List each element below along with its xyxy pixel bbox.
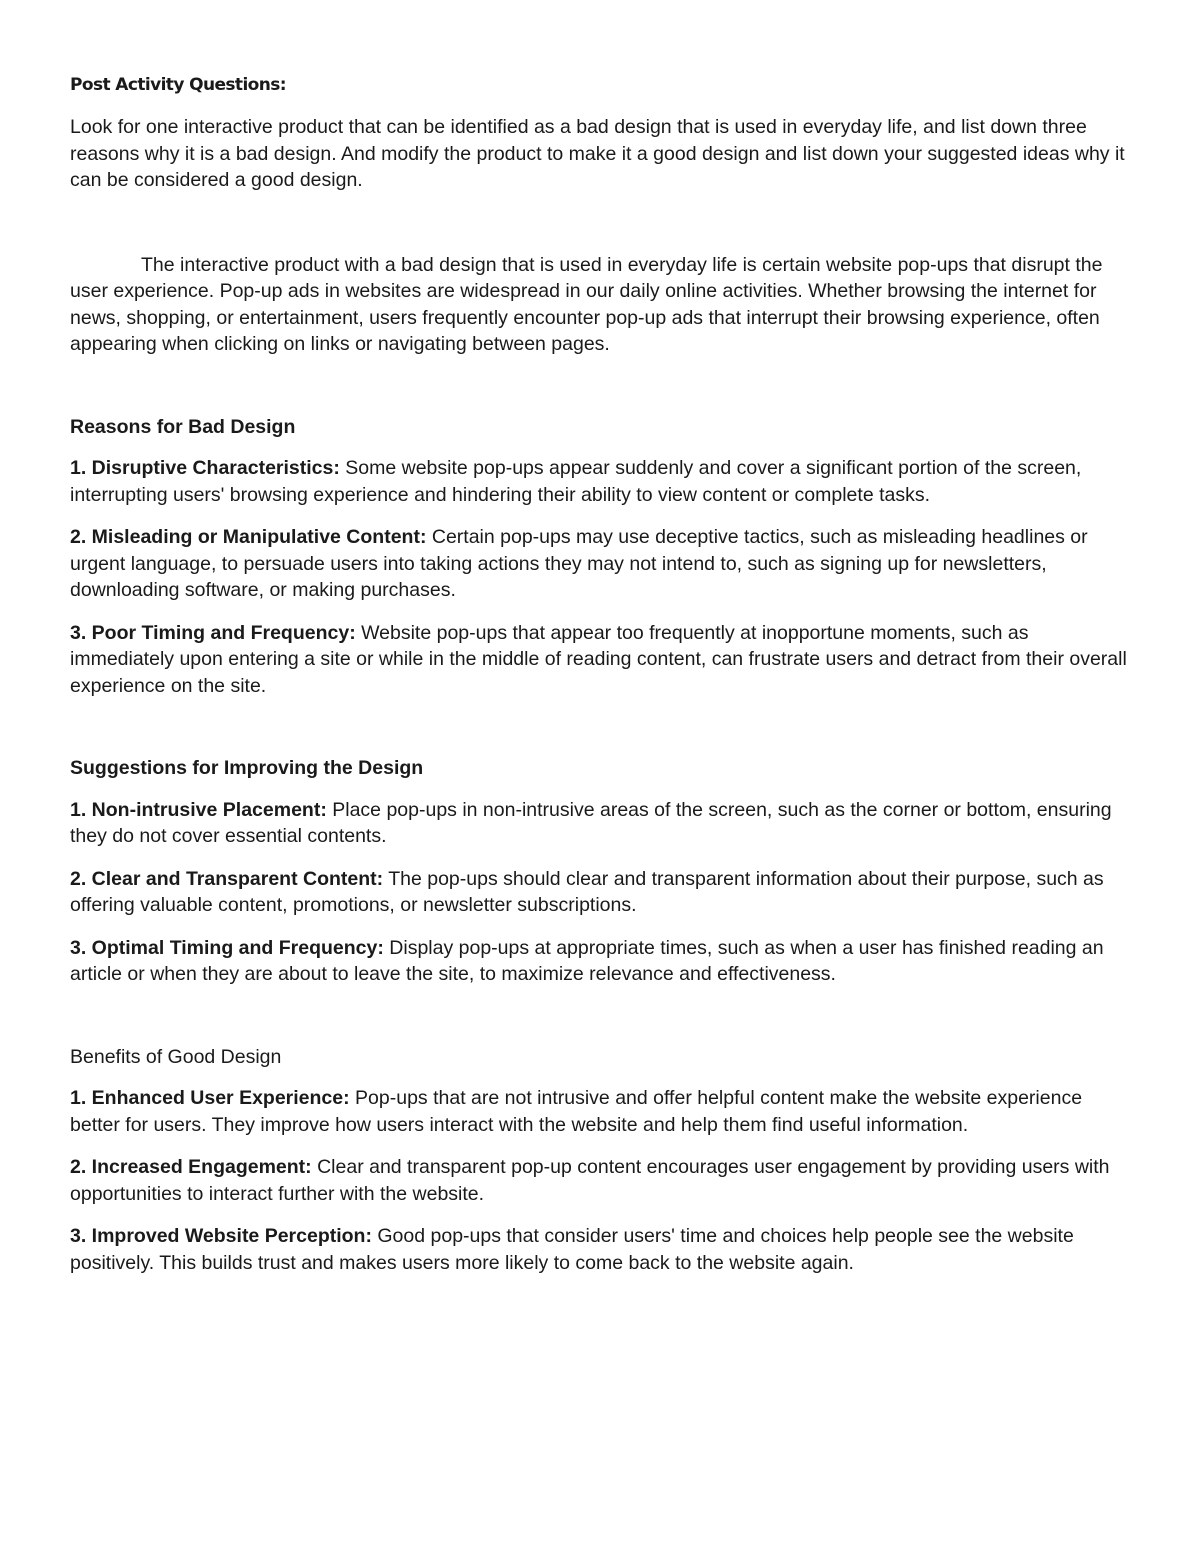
bad-design-item-text: Website pop-ups that appear too frequently at inopportune moments, such as immediately upon entering a site or while in the middle of reading content, can frustrate users and detract from their overall experience on the site. <box>70 621 1127 697</box>
intro-paragraph: The interactive product with a bad design that is used in everyday life is certain website pop-ups that disrupt the user experience. Pop-up ads in websites are widespread in our daily online activities. Whether browsing the internet for news, shopping, or entertainment, users frequently encounter pop-up ads that interrupt their browsing experience, often appearing when clicking on links or navigating between pages. <box>70 253 1103 355</box>
document-title: Post Activity Questions: <box>70 75 286 95</box>
bad-design-item-label: 1. Disruptive Characteristics: <box>70 457 340 479</box>
bad-design-item-text: Some website pop-ups appear suddenly and cover a significant portion of the screen, interrupting users' browsing experience and hindering their ability to view content or complete tasks. <box>70 457 1082 506</box>
benefit-item-text: Clear and transparent pop-up content encourages user engagement by providing users with opportunities to interact further with the website. <box>70 1156 1110 1205</box>
benefit-item <box>70 1223 1132 1276</box>
suggestion-item-text: Display pop-ups at appropriate times, such as when a user has finished reading an article or when they are about to leave the site, to maximize relevance and effectiveness. <box>70 936 1104 985</box>
document-page <box>70 72 1132 1276</box>
bad-design-item <box>70 620 1132 700</box>
bad-design-item-label: 3. Poor Timing and Frequency: <box>70 621 356 644</box>
benefit-item-label: 2. Increased Engagement: <box>70 1156 312 1178</box>
suggestion-item-label: 3. Optimal Timing and Frequency: <box>70 936 384 959</box>
bad-design-item-text: Certain pop-ups may use deceptive tactics, such as misleading headlines or urgent language, to persuade users into taking actions they may not intend to, such as signing up for newsletters, downloading software, or making purchases. <box>70 526 1088 601</box>
bad-design-item <box>70 524 1132 604</box>
suggestion-item-text: Place pop-ups in non-intrusive areas of the screen, such as the corner or bottom, ensuring they do not cover essential contents. <box>70 798 1112 847</box>
suggestion-item <box>70 935 1132 988</box>
benefits-section <box>70 1044 1132 1277</box>
suggestion-item <box>70 797 1132 850</box>
suggestion-item-label: 1. Non-intrusive Placement: <box>70 798 327 821</box>
benefit-item-label: 1. Enhanced User Experience: <box>70 1087 350 1109</box>
bad-design-heading: Reasons for Bad Design <box>70 415 296 438</box>
benefit-item-label: 3. Improved Website Perception: <box>70 1225 372 1247</box>
suggestion-item <box>70 866 1132 919</box>
bad-design-item-label: 2. Misleading or Manipulative Content: <box>70 526 427 548</box>
benefits-heading: Benefits of Good Design <box>70 1045 282 1068</box>
instructions-paragraph: Look for one interactive product that can be identified as a bad design that is used in everyday life, and list down three reasons why it is a bad design. And modify the product to make it a good design and list down your suggested ideas why it can be considered a good design. <box>70 116 1125 191</box>
benefit-item <box>70 1085 1132 1138</box>
suggestion-item-label: 2. Clear and Transparent Content: <box>70 867 384 890</box>
benefit-item-text: Good pop-ups that consider users' time and choices help people see the website positively. This builds trust and makes users more likely to come back to the website again. <box>70 1225 1074 1274</box>
suggestions-section <box>70 755 1132 988</box>
suggestion-item-text: The pop-ups should clear and transparent information about their purpose, such as offering valuable content, promotions, or newsletter subscriptions. <box>70 867 1104 916</box>
benefit-item-text: Pop-ups that are not intrusive and offer helpful content make the website experience better for users. They improve how users interact with the website and help them find useful information. <box>70 1087 1083 1136</box>
bad-design-item <box>70 455 1132 508</box>
bad-design-section <box>70 414 1132 700</box>
benefit-item <box>70 1154 1132 1207</box>
suggestions-heading: Suggestions for Improving the Design <box>70 757 424 779</box>
